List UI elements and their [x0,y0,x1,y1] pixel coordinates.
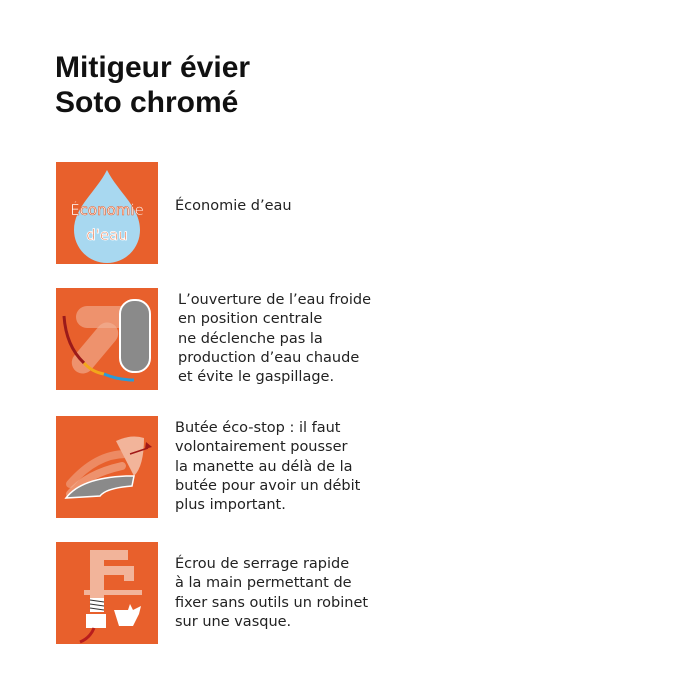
water-drop-icon [56,162,158,264]
badge-line-2: d'eau [86,226,128,244]
feature-text-3: Butée éco-stop : il faut volontairement pousser la manette au délà de la butée pour avoir un débit plus important. [175,420,361,514]
badge-line-1: Économie [70,201,144,219]
feature-text-4: Écrou de serrage rapide à la main permettant de fixer sans outils un robinet sur une vasque. [175,556,369,630]
title-line-2: Soto chromé [55,86,239,119]
quick-nut-hand-icon [56,542,158,644]
product-title [55,50,250,120]
feature-text-1: Économie d’eau [175,198,292,214]
feature-text-2: L’ouverture de l’eau froide en position centrale ne déclenche pas la production d’eau chaude et évite le gaspillage. [178,292,372,386]
lever-center-position-icon [56,288,158,390]
eco-stop-lever-icon [56,416,158,518]
title-line-1: Mitigeur évier [55,51,251,84]
